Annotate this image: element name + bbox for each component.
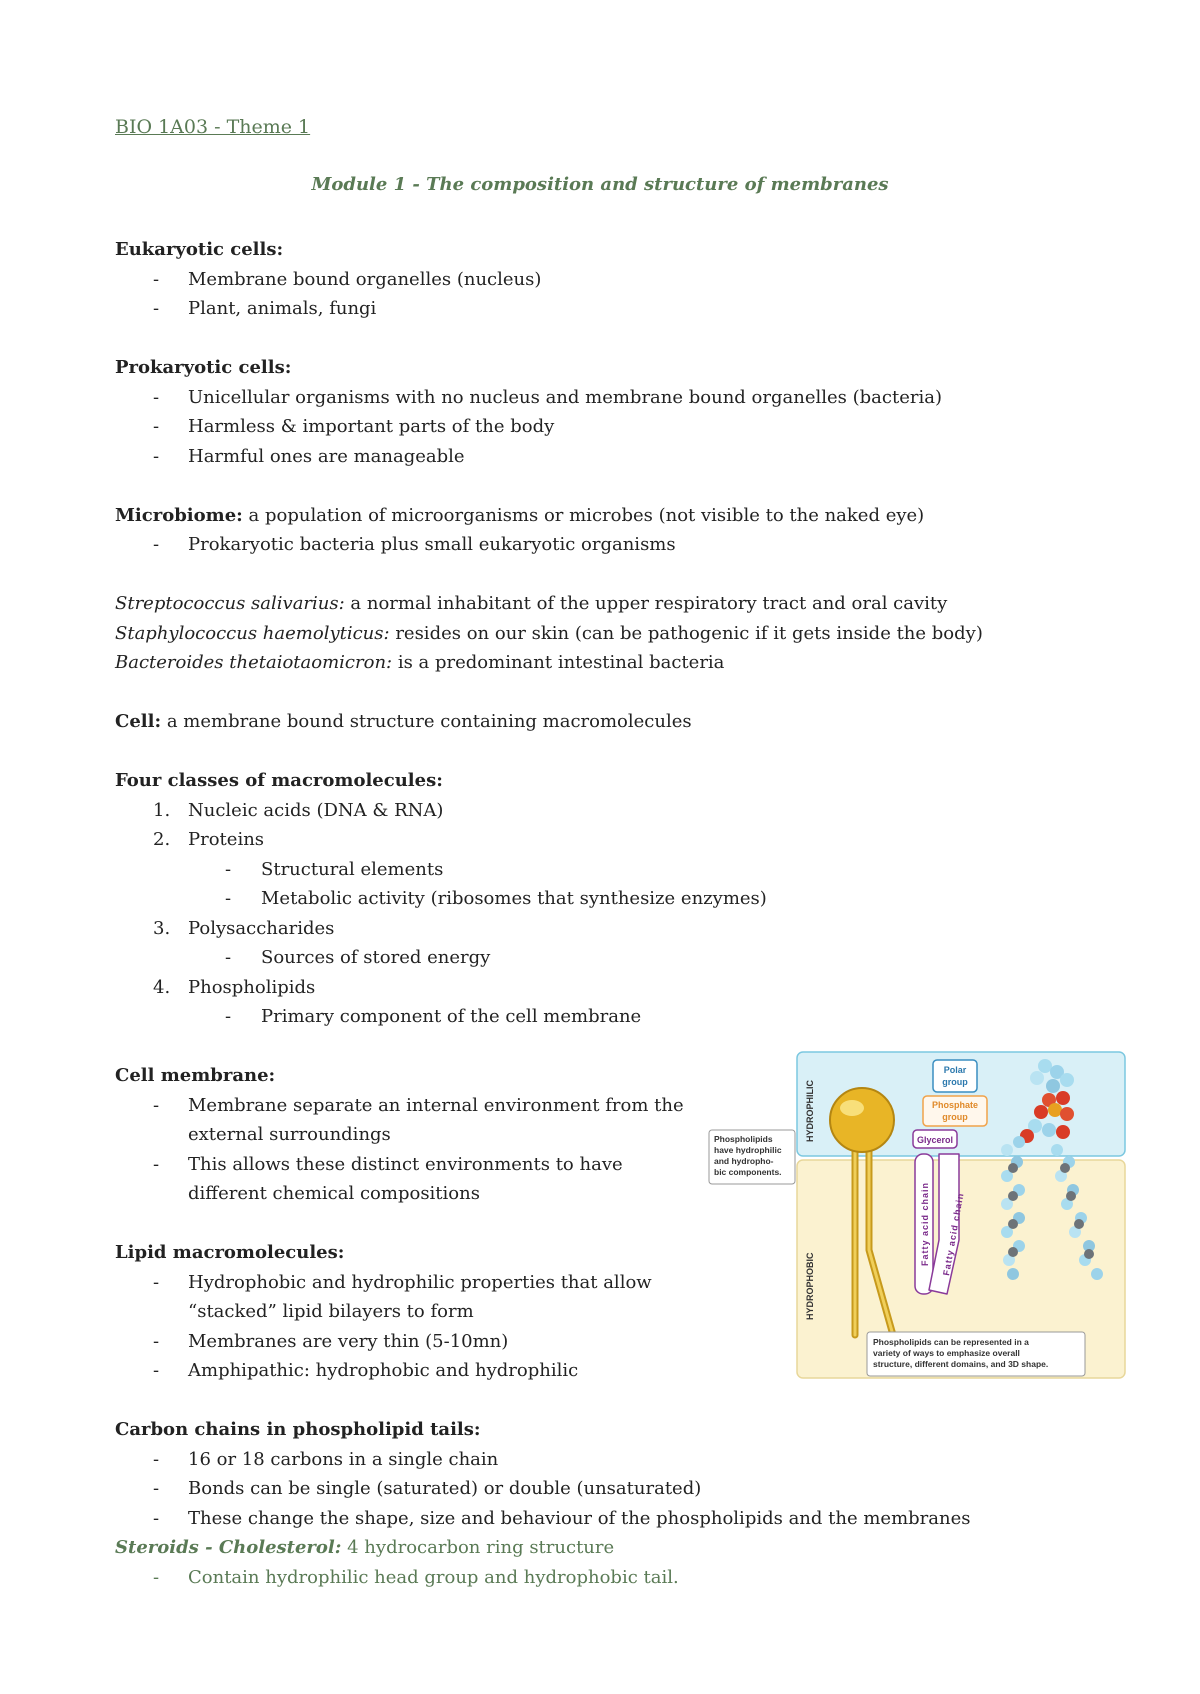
- steroids-definition: Steroids - Cholesterol: 4 hydrocarbon ring structure: [115, 1537, 615, 1558]
- svg-text:Polar: Polar: [943, 1065, 967, 1075]
- svg-text:group: group: [942, 1112, 968, 1122]
- svg-text:Phosphate: Phosphate: [931, 1100, 979, 1110]
- list-item: - Membrane bound organelles (nucleus): [115, 265, 1115, 295]
- macromolecules-heading: Four classes of macromolecules:: [115, 770, 443, 791]
- list-item: - Bonds can be single (saturated) or double (unsaturated): [115, 1474, 1115, 1504]
- bullet-dash: -: [153, 1448, 160, 1470]
- svg-text:structure, different domains,: structure, different domains, and 3D shape.: [873, 1359, 1049, 1369]
- numbered-item: 3. Polysaccharides: [153, 917, 335, 939]
- bullet-dash: -: [153, 445, 160, 467]
- bullet-dash: -: [153, 298, 160, 319]
- representation-callout: [867, 1332, 1085, 1376]
- list-item: - 16 or 18 carbons in a single chain: [115, 1445, 1115, 1475]
- cell-membrane-heading: Cell membrane:: [115, 1065, 276, 1086]
- bullet-dash: -: [225, 947, 232, 968]
- list-item: - Prokaryotic bacteria plus small eukaryotic organisms: [115, 530, 1115, 560]
- hydrophilic-label: HYDROPHILIC: [805, 1079, 815, 1142]
- bullet-dash: -: [153, 1360, 160, 1381]
- list-item: - These change the shape, size and behaviour of the phospholipids and the membranes: [115, 1504, 1115, 1534]
- bullet-dash: -: [153, 1153, 160, 1175]
- list-item: - Harmful ones are manageable: [115, 442, 1115, 472]
- list-item: - Hydrophobic and hydrophilic properties that allow: [115, 1268, 1115, 1298]
- list-item: - Contain hydrophilic head group and hydrophobic tail.: [115, 1563, 1115, 1593]
- list-item-continuation: “stacked” lipid bilayers to form: [188, 1301, 474, 1322]
- bullet-dash: -: [153, 1271, 160, 1293]
- hydrophilic-callout: [709, 1130, 795, 1184]
- bullet-dash: -: [225, 1006, 232, 1027]
- bullet-dash: -: [153, 1094, 160, 1116]
- sub-list-item: - Metabolic activity (ribosomes that synthesize enzymes): [115, 884, 1115, 914]
- eukaryotic-heading: Eukaryotic cells:: [115, 239, 284, 260]
- svg-text:Fatty acid chain: Fatty acid chain: [920, 1181, 930, 1266]
- microbiome-definition: Microbiome: a population of microorganisms or microbes (not visible to the naked eye): [115, 504, 925, 526]
- sub-list-item: - Sources of stored energy: [115, 943, 1115, 973]
- bullet-dash: -: [225, 858, 232, 880]
- list-item: - Harmless & important parts of the body: [115, 412, 1115, 442]
- svg-text:and hydropho-: and hydropho-: [714, 1156, 774, 1166]
- document-title: BIO 1A03 - Theme 1: [115, 116, 311, 138]
- bullet-dash: -: [153, 1330, 160, 1352]
- phosphate-group-label: [923, 1096, 987, 1126]
- cell-definition: Cell: a membrane bound structure containing macromolecules: [115, 711, 692, 732]
- module-title: Module 1 - The composition and structure of membranes: [311, 174, 889, 195]
- bullet-dash: -: [153, 534, 160, 555]
- species-line: Staphylococcus haemolyticus: resides on our skin (can be pathogenic if it gets inside the body): [115, 622, 983, 644]
- notes-content: [115, 235, 1115, 1592]
- fatty-acid-chain-label: [915, 1154, 933, 1294]
- numbered-item: 1. Nucleic acids (DNA & RNA): [153, 799, 444, 821]
- numbered-item: 2. Proteins: [153, 829, 265, 850]
- svg-text:Phospholipids: Phospholipids: [714, 1134, 773, 1144]
- bullet-dash: -: [153, 1478, 160, 1499]
- prokaryotic-heading: Prokaryotic cells:: [115, 357, 292, 378]
- bullet-dash: -: [153, 386, 160, 408]
- list-item: - Amphipathic: hydrophobic and hydrophilic: [115, 1356, 1115, 1386]
- polar-group-label: [933, 1060, 977, 1092]
- phospholipid-figure: [707, 1050, 1127, 1380]
- svg-text:variety of ways to emphasize o: variety of ways to emphasize overall: [873, 1348, 1020, 1358]
- svg-text:have hydrophilic: have hydrophilic: [714, 1145, 782, 1155]
- species-line: Bacteroides thetaiotaomicron: is a predominant intestinal bacteria: [115, 652, 725, 673]
- list-item: - This allows these distinct environments to have: [115, 1150, 1115, 1180]
- bullet-dash: -: [225, 888, 232, 909]
- list-item-continuation: different chemical compositions: [188, 1183, 480, 1204]
- bullet-dash: -: [153, 268, 160, 290]
- glycerol-label: [913, 1130, 957, 1148]
- svg-text:Fatty acid chain: Fatty acid chain: [941, 1191, 966, 1277]
- bullet-dash: -: [153, 1507, 160, 1529]
- sub-list-item: - Primary component of the cell membrane: [115, 1002, 1115, 1032]
- list-item-continuation: external surroundings: [188, 1124, 391, 1145]
- bullet-dash: -: [153, 416, 160, 437]
- carbon-chains-heading: Carbon chains in phospholipid tails:: [115, 1419, 481, 1440]
- numbered-item: 4. Phospholipids: [153, 976, 316, 998]
- list-item: - Membranes are very thin (5-10mn): [115, 1327, 1115, 1357]
- hydrophobic-label: HYDROPHOBIC: [805, 1252, 815, 1320]
- svg-text:Phospholipids can be represent: Phospholipids can be represented in a: [873, 1337, 1029, 1347]
- sub-list-item: - Structural elements: [115, 855, 1115, 885]
- bullet-dash: -: [153, 1566, 160, 1588]
- lipid-heading: Lipid macromolecules:: [115, 1242, 345, 1263]
- species-line: Streptococcus salivarius: a normal inhabitant of the upper respiratory tract and oral cavity: [115, 593, 948, 614]
- svg-text:Glycerol: Glycerol: [916, 1135, 954, 1145]
- svg-text:group: group: [942, 1077, 968, 1087]
- list-item: - Membrane separate an internal environment from the: [115, 1091, 1115, 1121]
- list-item: - Plant, animals, fungi: [115, 294, 1115, 324]
- list-item: - Unicellular organisms with no nucleus and membrane bound organelles (bacteria): [115, 383, 1115, 413]
- svg-text:bic components.: bic components.: [714, 1167, 782, 1177]
